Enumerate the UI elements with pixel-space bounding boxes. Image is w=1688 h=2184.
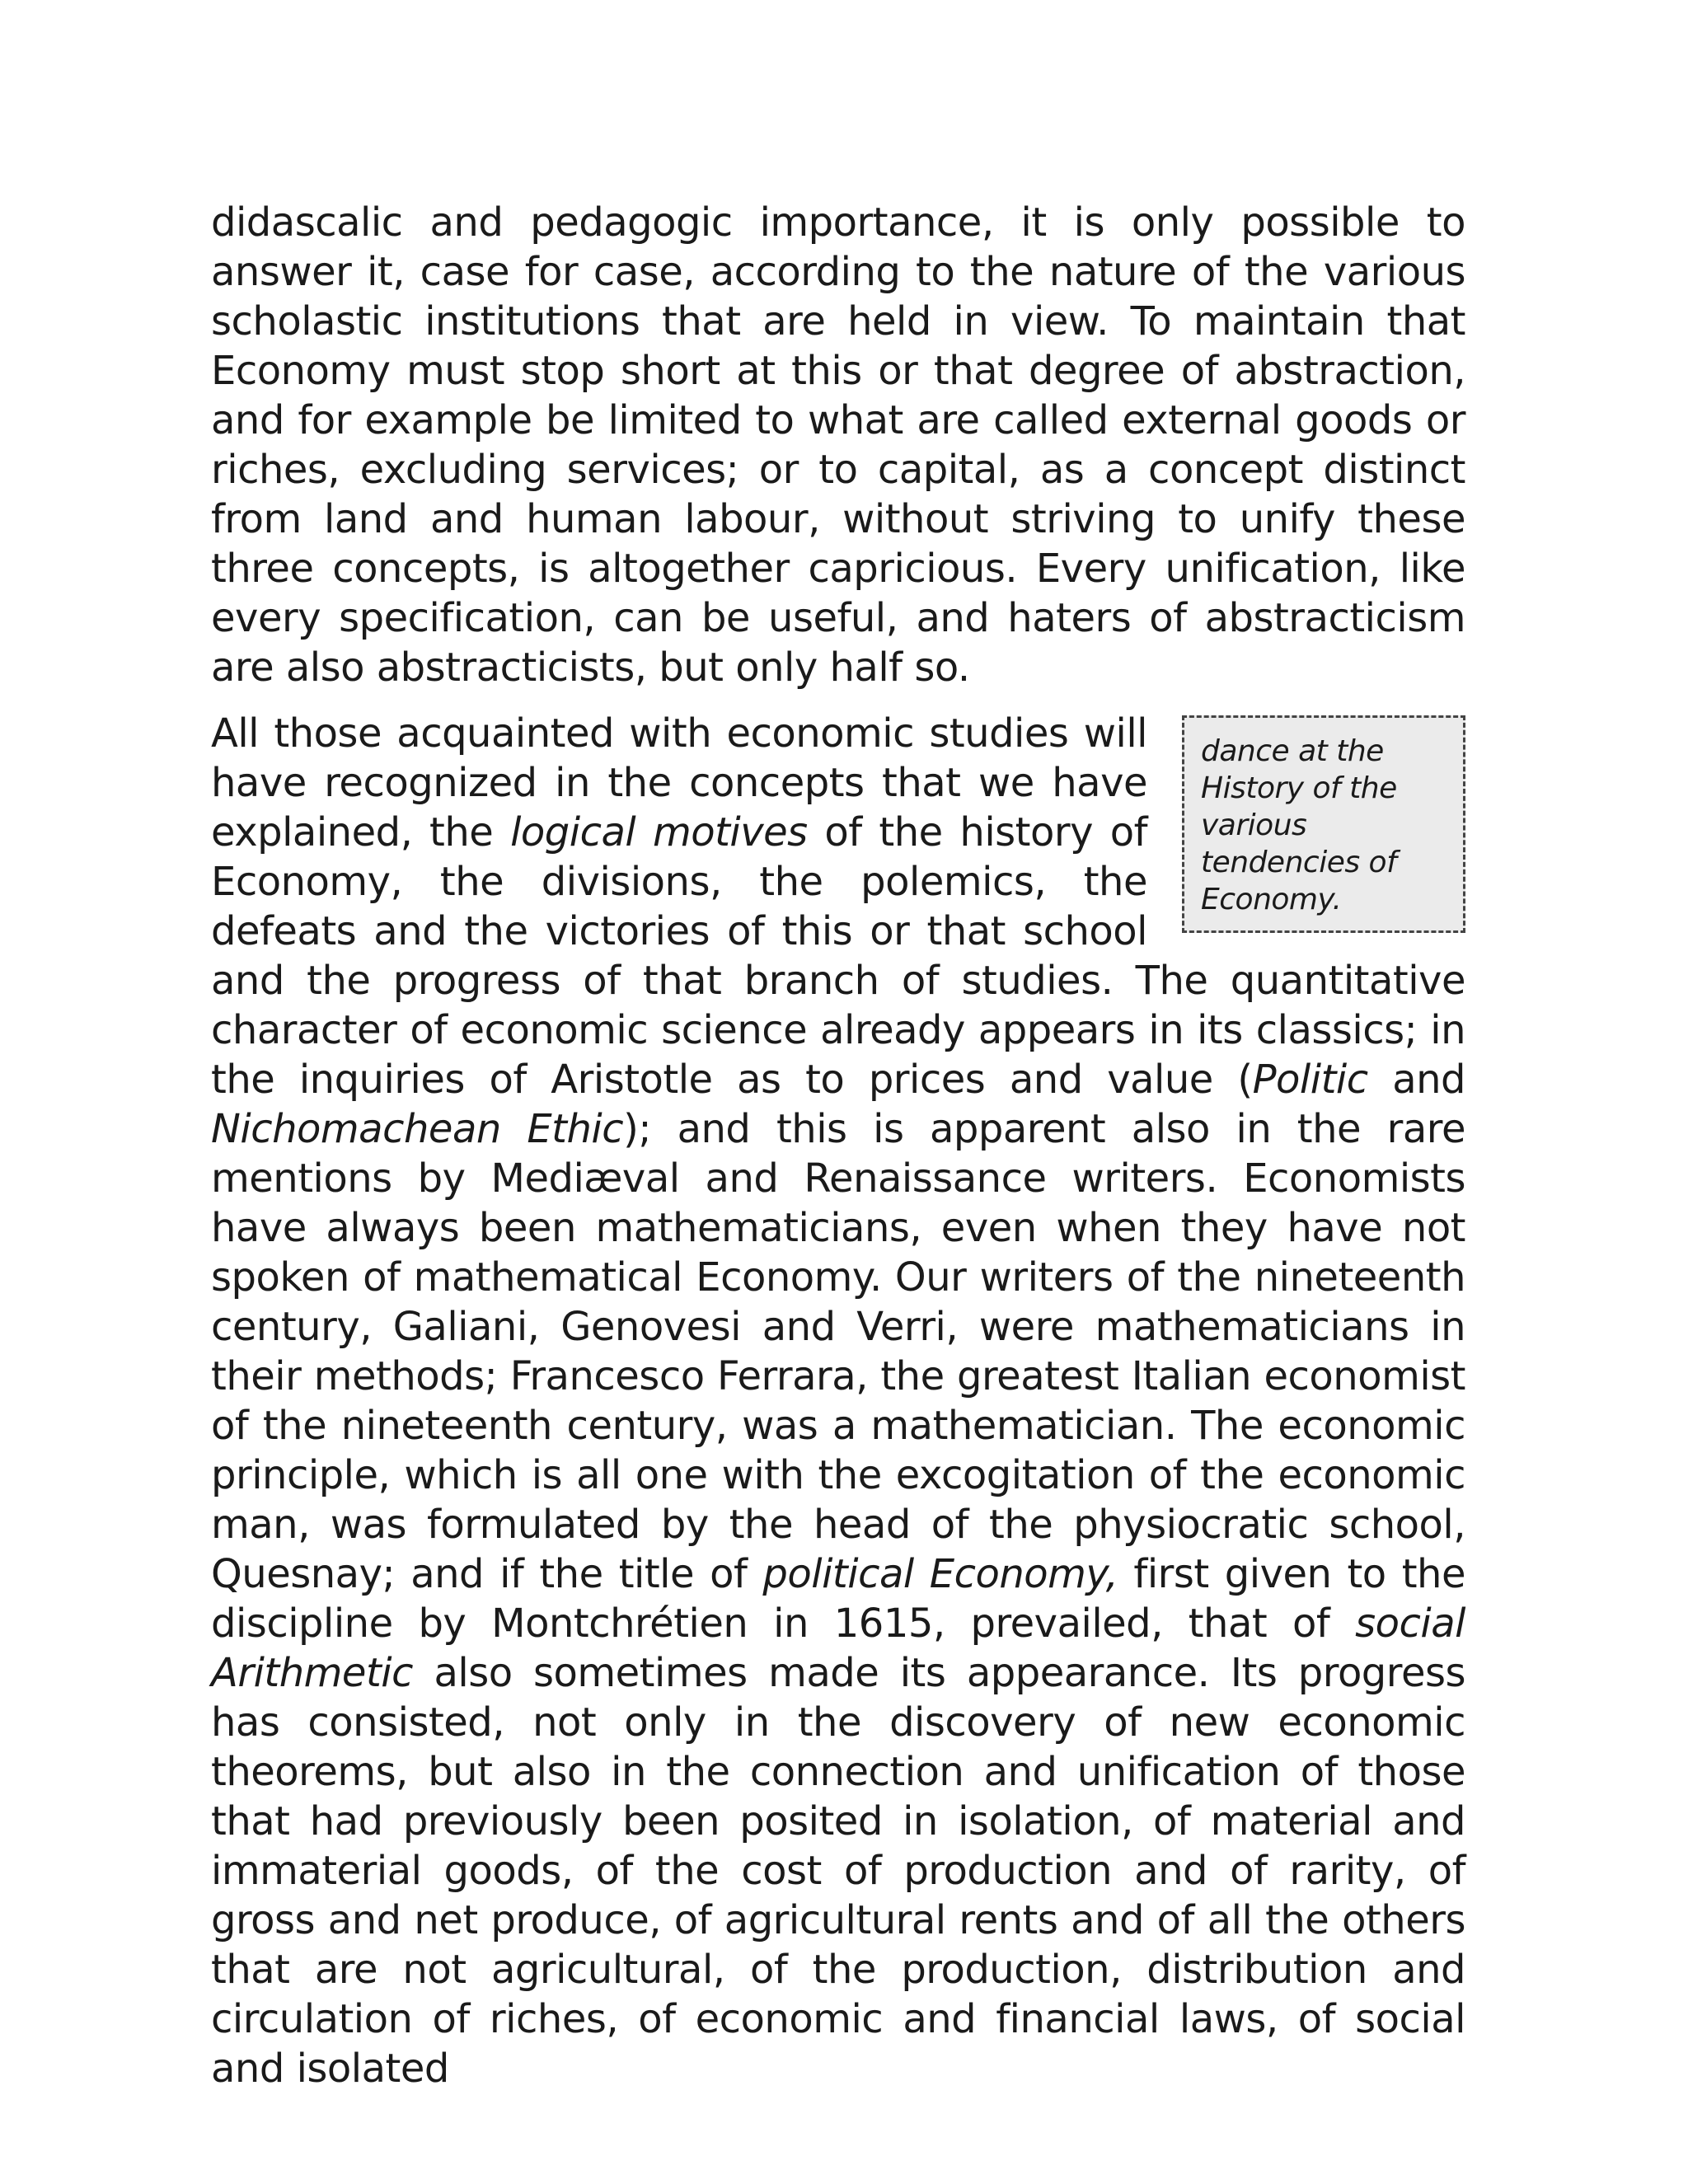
italic-text: political Economy, xyxy=(762,1551,1118,1597)
italic-text: Politic xyxy=(1252,1057,1368,1103)
paragraph-2 xyxy=(211,709,1465,2093)
text-run: and xyxy=(1367,1057,1465,1103)
page-content xyxy=(211,198,1465,2093)
text-run: ); and this is apparent also in the rare mentions by Mediæval and Renaissance writers. Economists have always been mathematicians, even when they have not spoken of mathematical Economy. Our writers of the nineteenth century, Galiani, Genovesi and Verri, were mathematicians in their methods; Francesco Ferrara, the greatest Italian economist of the nineteenth century, was a mathematician. The economic principle, which is all one with the excogitation of the economic man, was formulated by the head of the physiocratic school, Quesnay; and if the title of xyxy=(211,1106,1466,1597)
italic-text: Nichomachean Ethic xyxy=(211,1106,624,1152)
text-run: of the history of Economy, the divisions, the polemics, the defeats and the victories of this or that school and the progress of that branch of studies. The quantitative character of economic science already appears in its classics; in the inquiries of Aristotle as to prices and value ( xyxy=(211,809,1465,1103)
paragraph-1 xyxy=(211,198,1465,692)
text-run: first given to the discipline by Montchrétien in 1615, prevailed, that of xyxy=(211,1551,1466,1647)
marginal-note: dance at the History of the various tendencies of Economy. xyxy=(1182,715,1465,933)
text-run: didascalic and pedagogic importance, it is only possible to answer it, case for case, according to the nature of the various scholastic institutions that are held in view. To maintain that Economy must stop short at this or that degree of abstraction, and for example be limited to what are called external goods or riches, excluding services; or to capital, as a concept distinct from land and human labour, without striving to unify these three concepts, is altogether capricious. Every unification, like every specification, can be useful, and haters of abstracticism are also abstracticists, but only half so. xyxy=(211,199,1465,691)
text-run: also sometimes made its appearance. Its progress has consisted, not only in the discovery of new economic theorems, but also in the connection and unification of those that had previously been posited in isolation, of material and immaterial goods, of the cost of production and of rarity, of gross and net produce, of agricultural rents and of all the others that are not agricultural, of the production, distribution and circulation of riches, of economic and financial laws, of social and isolated xyxy=(211,1650,1465,2092)
text-run: All those acquainted with economic studies will have recognized in the concepts that we have explained, the xyxy=(211,710,1147,855)
italic-text: logical motives xyxy=(510,809,808,855)
italic-text: social Arithmetic xyxy=(211,1601,1465,1696)
